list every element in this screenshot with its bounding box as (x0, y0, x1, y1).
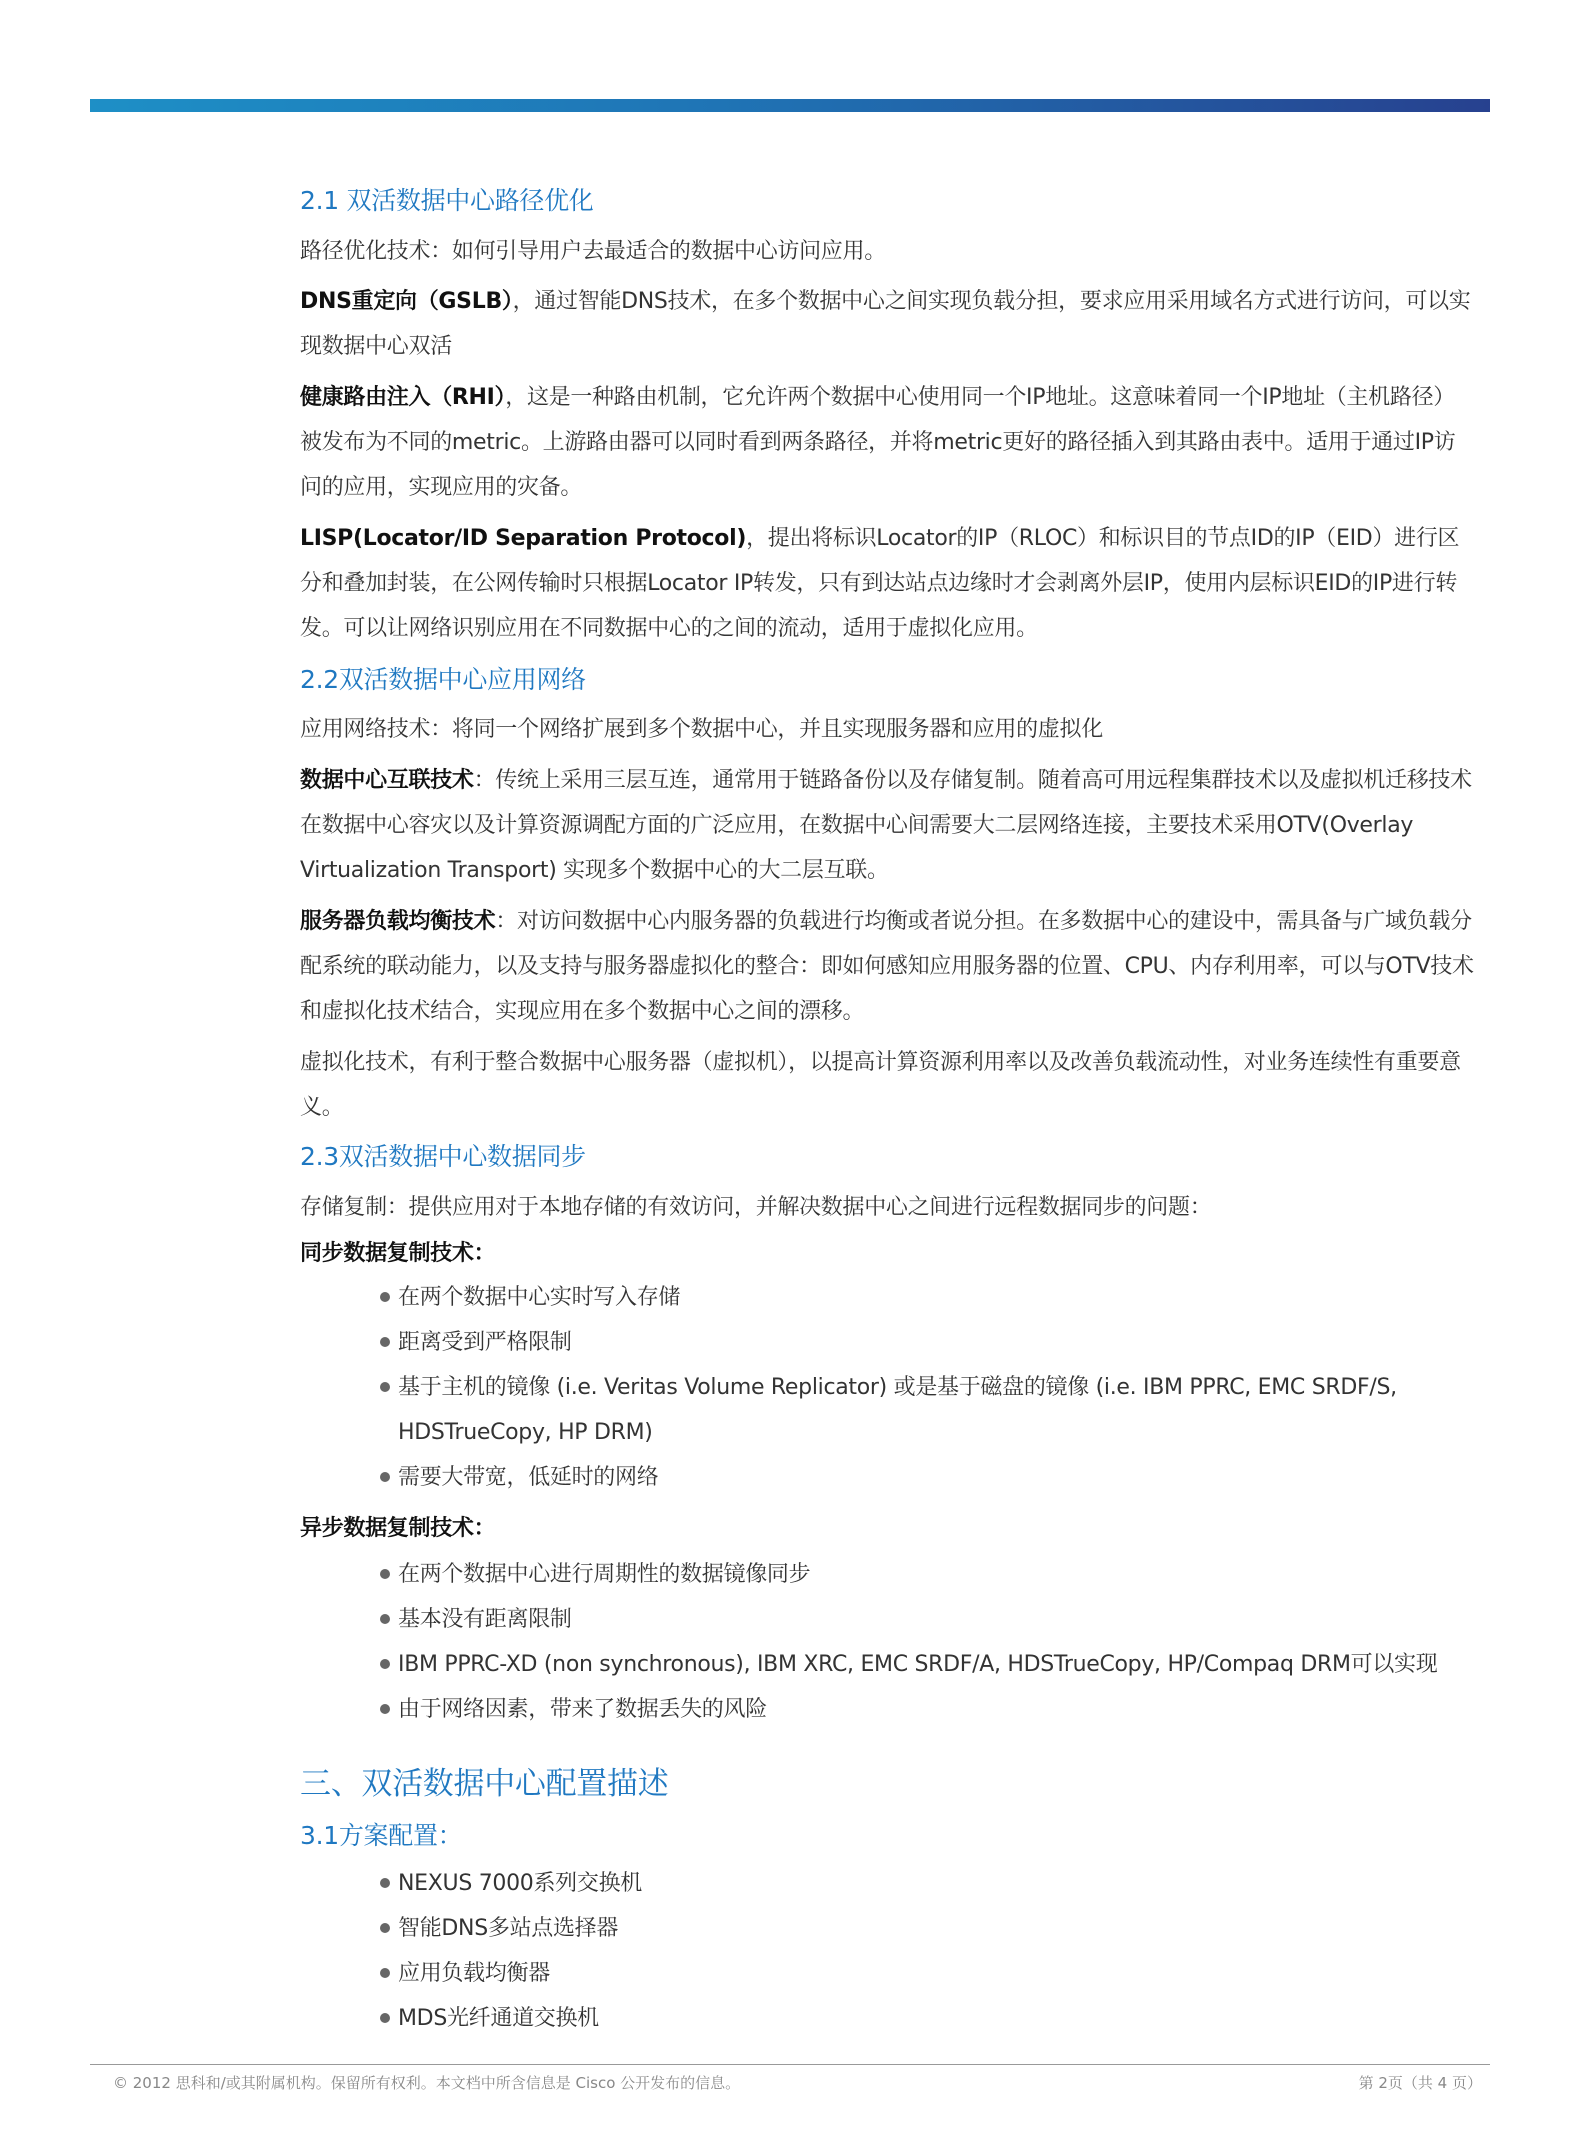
paragraph (300, 516, 1475, 651)
paragraph (300, 758, 1475, 893)
text: ，提出将标识Locator的IP（RLOC）和标识目的节点ID的IP（EID）进行区分和叠加封装，在公网传输时只根据Locator IP转发，只有到达站点边缘时才会剥离外层IP，使用内层标识EID的IP进行转发。可以让网络识别应用在不同数据中心的之间的流动，适用于虚拟化应用。 (300, 526, 1460, 641)
section-heading: 3.1方案配置： (300, 1821, 463, 1850)
header-bar (90, 99, 1490, 112)
paragraph (300, 375, 1475, 510)
section-heading: 2.3双活数据中心数据同步 (300, 1142, 586, 1171)
text: ：传统上采用三层互连，通常用于链路备份以及存储复制。随着高可用远程集群技术以及虚拟机迁移技术在数据中心容灾以及计算资源调配方面的广泛应用，在数据中心间需要大二层网络连接，主要技术采用OTV(Overlay Virtualization Transport) 实现多个数据中心的大二层互联。 (300, 768, 1472, 883)
footer-copyright: © 2012 思科和/或其附属机构。保留所有权利。本文档中所含信息是 Cisco 公开发布的信息。 (113, 2074, 741, 2092)
paragraph: 存储复制：提供应用对于本地存储的有效访问，并解决数据中心之间进行远程数据同步的问题： (300, 1195, 1212, 1220)
term: DNS重定向（GSLB） (300, 289, 513, 314)
text: ，这是一种路由机制，它允许两个数据中心使用同一个IP地址。这意味着同一个IP地址（主机路径）被发布为不同的metric。上游路由器可以同时看到两条路径，并将metric更好的路径插入到其路由表中。适用于通过IP访问的应用，实现应用的灾备。 (300, 385, 1456, 500)
section-heading: 2.1 双活数据中心路径优化 (300, 186, 594, 215)
list-item: 应用负载均衡器 (380, 1951, 1480, 1996)
async-title: 异步数据复制技术： (300, 1516, 496, 1541)
chapter-heading: 三、双活数据中心配置描述 (300, 1766, 669, 1802)
paragraph: 路径优化技术：如何引导用户去最适合的数据中心访问应用。 (300, 239, 886, 264)
paragraph: 应用网络技术：将同一个网络扩展到多个数据中心，并且实现服务器和应用的虚拟化 (300, 717, 1103, 742)
footer-divider (90, 2064, 1490, 2065)
term: 数据中心互联技术 (300, 768, 474, 793)
term: 健康路由注入（RHI） (300, 385, 506, 410)
subheading (300, 1506, 1475, 1551)
text: ，通过智能DNS技术，在多个数据中心之间实现负载分担，要求应用采用域名方式进行访问，可以实现数据中心双活 (300, 289, 1471, 359)
term: LISP(Locator/ID Separation Protocol) (300, 526, 747, 551)
term: 服务器负载均衡技术 (300, 909, 496, 934)
list-item: 在两个数据中心进行周期性的数据镜像同步 (380, 1552, 1480, 1597)
list-item: 基于主机的镜像 (i.e. Veritas Volume Replicator) 或是基于磁盘的镜像 (i.e. IBM PPRC, EMC SRDF/S, HDSTrueCopy, HP DRM) (380, 1365, 1480, 1455)
footer-page-number: 第 2页（共 4 页） (1358, 2074, 1482, 2092)
list-item: NEXUS 7000系列交换机 (380, 1861, 1480, 1906)
list-item: IBM PPRC-XD (non synchronous), IBM XRC, EMC SRDF/A, HDSTrueCopy, HP/Compaq DRM可以实现 (380, 1642, 1480, 1687)
list-item: 需要大带宽，低延时的网络 (380, 1455, 1480, 1500)
list-item: MDS光纤通道交换机 (380, 1996, 1480, 2041)
async-list (380, 1552, 1480, 1732)
list-item: 智能DNS多站点选择器 (380, 1906, 1480, 1951)
list-item: 基本没有距离限制 (380, 1597, 1480, 1642)
list-item: 在两个数据中心实时写入存储 (380, 1275, 1480, 1320)
list-item: 距离受到严格限制 (380, 1320, 1480, 1365)
paragraph (300, 899, 1475, 1034)
subheading (300, 1231, 1475, 1276)
list-item: 由于网络因素，带来了数据丢失的风险 (380, 1687, 1480, 1732)
section-heading: 2.2双活数据中心应用网络 (300, 665, 586, 694)
text: ：对访问数据中心内服务器的负载进行均衡或者说分担。在多数据中心的建设中，需具备与广域负载分配系统的联动能力，以及支持与服务器虚拟化的整合：即如何感知应用服务器的位置、CPU、内存利用率，可以与OTV技术和虚拟化技术结合，实现应用在多个数据中心之间的漂移。 (300, 909, 1474, 1024)
config-list (380, 1861, 1480, 2041)
sync-list (380, 1275, 1480, 1500)
paragraph: 虚拟化技术，有利于整合数据中心服务器（虚拟机），以提高计算资源利用率以及改善负载流动性，对业务连续性有重要意义。 (300, 1050, 1461, 1120)
sync-title: 同步数据复制技术： (300, 1241, 496, 1266)
paragraph (300, 279, 1475, 369)
